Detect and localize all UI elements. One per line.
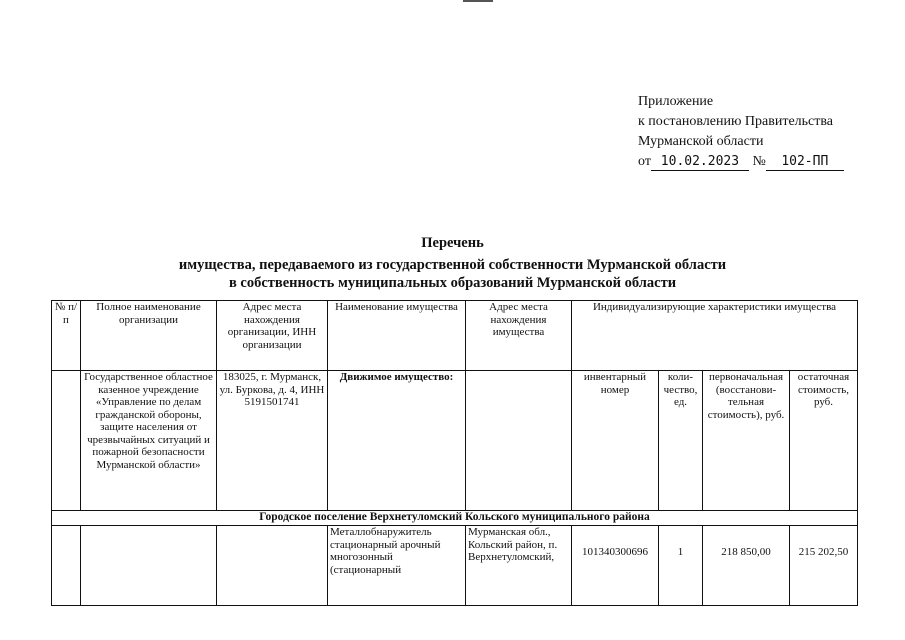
document-subtitle-1: имущества, передаваемого из государственной собственности Мурманской области bbox=[178, 257, 727, 273]
date-prefix: от bbox=[638, 154, 651, 169]
item-num bbox=[52, 526, 81, 606]
appendix-line-2: к постановлению Правительства bbox=[638, 114, 834, 129]
property-type-cell: Движимое имущество: bbox=[328, 371, 466, 511]
number-prefix: № bbox=[752, 154, 766, 169]
org-property-address-cell bbox=[466, 371, 572, 511]
org-address-cell: 183025, г. Мурманск, ул. Буркова, д. 4, ИНН 5191501741 bbox=[217, 371, 328, 511]
resolution-date: 10.02.2023 bbox=[651, 154, 749, 171]
inventory-header: инвентарный номер bbox=[572, 371, 659, 511]
appendix-line-1: Приложение bbox=[638, 94, 714, 109]
item-org-name bbox=[81, 526, 217, 606]
document-subtitle-2: в собственность муниципальных образований Мурманской области bbox=[228, 275, 677, 291]
property-table bbox=[51, 300, 858, 606]
header-characteristics: Индивидуализирующие характеристики имущества bbox=[572, 301, 858, 371]
item-quantity: 1 bbox=[659, 526, 703, 606]
item-row bbox=[52, 526, 858, 606]
resolution-number: 102-ПП bbox=[766, 154, 844, 171]
document-title: Перечень bbox=[421, 235, 484, 251]
header-row bbox=[52, 301, 858, 371]
header-property-name: Наименование имущества bbox=[328, 301, 466, 371]
header-property-address: Адрес места нахождения имущества bbox=[466, 301, 572, 371]
quantity-header: коли-чество, ед. bbox=[659, 371, 703, 511]
item-property-name: Металлобнаружитель стационарный арочный многозонный (стационарный bbox=[328, 526, 466, 606]
org-row bbox=[52, 371, 858, 511]
appendix-line-3: Мурманской области bbox=[638, 134, 764, 149]
item-initial-cost: 218 850,00 bbox=[703, 526, 790, 606]
page-top-mark bbox=[463, 0, 493, 2]
item-residual-cost: 215 202,50 bbox=[790, 526, 858, 606]
appendix-block bbox=[638, 92, 844, 172]
initial-cost-header: первоначальная (восстанови-тельная стоимость), руб. bbox=[703, 371, 790, 511]
header-num: № п/п bbox=[52, 301, 81, 371]
residual-cost-header: остаточная стоимость, руб. bbox=[790, 371, 858, 511]
section-title: Городское поселение Верхнетуломский Кольского муниципального района bbox=[52, 511, 858, 526]
org-num-cell bbox=[52, 371, 81, 511]
appendix-date-line bbox=[638, 152, 844, 172]
item-property-address: Мурманская обл., Кольский район, п. Верхнетуломский, bbox=[466, 526, 572, 606]
item-inventory-number: 101340300696 bbox=[572, 526, 659, 606]
item-org-address bbox=[217, 526, 328, 606]
section-row bbox=[52, 511, 858, 526]
org-name-cell: Государственное областное казенное учреждение «Управление по делам гражданской обороны, защите населения от чрезвычайных ситуаций и пожарной безопасности Мурманской области» bbox=[81, 371, 217, 511]
header-org-address: Адрес места нахождения организации, ИНН организации bbox=[217, 301, 328, 371]
header-org-name: Полное наименование организации bbox=[81, 301, 217, 371]
